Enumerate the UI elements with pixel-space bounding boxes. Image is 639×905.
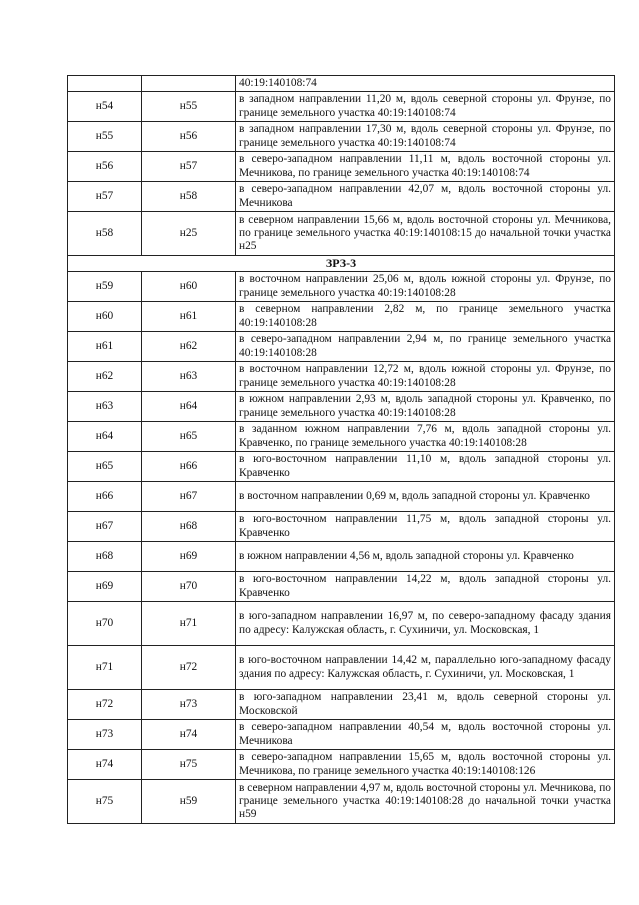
from-point-cell: н59: [68, 272, 142, 302]
from-point-cell: н63: [68, 392, 142, 422]
to-point-cell: н74: [142, 720, 236, 750]
description-cell: в северо-западном направлении 15,65 м, вдоль восточной стороны ул. Мечникова, по границе земельного участка 40:19:140108:126: [236, 750, 615, 780]
from-point-cell: [68, 76, 142, 92]
from-point-cell: н57: [68, 182, 142, 212]
table-row: [68, 750, 615, 780]
from-point-cell: н73: [68, 720, 142, 750]
from-point-cell: н71: [68, 646, 142, 690]
boundary-table: [67, 75, 615, 824]
from-point-cell: н58: [68, 212, 142, 256]
description-cell: в южном направлении 4,56 м, вдоль западной стороны ул. Кравченко: [236, 542, 615, 572]
description-cell: в западном направлении 11,20 м, вдоль северной стороны ул. Фрунзе, по границе земельного участка 40:19:140108:74: [236, 92, 615, 122]
from-point-cell: н61: [68, 332, 142, 362]
description-cell: в южном направлении 2,93 м, вдоль западной стороны ул. Кравченко, по границе земельного участка 40:19:140108:28: [236, 392, 615, 422]
table-row: [68, 92, 615, 122]
to-point-cell: н75: [142, 750, 236, 780]
to-point-cell: н66: [142, 452, 236, 482]
description-cell: в северном направлении 2,82 м, по границе земельного участка 40:19:140108:28: [236, 302, 615, 332]
section-title: ЗРЗ-3: [68, 256, 615, 272]
from-point-cell: н67: [68, 512, 142, 542]
description-cell: в восточном направлении 25,06 м, вдоль южной стороны ул. Фрунзе, по границе земельного участка 40:19:140108:28: [236, 272, 615, 302]
from-point-cell: н68: [68, 542, 142, 572]
to-point-cell: н60: [142, 272, 236, 302]
to-point-cell: н71: [142, 602, 236, 646]
description-cell: 40:19:140108:74: [236, 76, 615, 92]
description-cell: в северном направлении 15,66 м, вдоль восточной стороны ул. Мечникова, по границе земельного участка 40:19:140108:15 до начальной точки участка н25: [236, 212, 615, 256]
from-point-cell: н72: [68, 690, 142, 720]
from-point-cell: н69: [68, 572, 142, 602]
table-row: [68, 182, 615, 212]
from-point-cell: н62: [68, 362, 142, 392]
to-point-cell: н57: [142, 152, 236, 182]
from-point-cell: н65: [68, 452, 142, 482]
to-point-cell: н55: [142, 92, 236, 122]
section-header-row: [68, 256, 615, 272]
to-point-cell: н58: [142, 182, 236, 212]
table-row: [68, 482, 615, 512]
to-point-cell: н63: [142, 362, 236, 392]
to-point-cell: н73: [142, 690, 236, 720]
table-row: [68, 452, 615, 482]
from-point-cell: н74: [68, 750, 142, 780]
from-point-cell: н60: [68, 302, 142, 332]
to-point-cell: [142, 76, 236, 92]
to-point-cell: н56: [142, 122, 236, 152]
description-cell: в северо-западном направлении 11,11 м, вдоль восточной стороны ул. Мечникова, по границе земельного участка 40:19:140108:74: [236, 152, 615, 182]
from-point-cell: н56: [68, 152, 142, 182]
table-row: [68, 720, 615, 750]
from-point-cell: н55: [68, 122, 142, 152]
to-point-cell: н69: [142, 542, 236, 572]
description-cell: в северо-западном направлении 40,54 м, вдоль восточной стороны ул. Мечникова: [236, 720, 615, 750]
table-row: [68, 302, 615, 332]
from-point-cell: н64: [68, 422, 142, 452]
description-cell: в юго-восточном направлении 14,22 м, вдоль западной стороны ул. Кравченко: [236, 572, 615, 602]
description-cell: в заданном южном направлении 7,76 м, вдоль западной стороны ул. Кравченко, по границе земельного участка 40:19:140108:28: [236, 422, 615, 452]
description-cell: в северном направлении 4,97 м, вдоль восточной стороны ул. Мечникова, по границе земельного участка 40:19:140108:28 до начальной точки участка н59: [236, 780, 615, 824]
to-point-cell: н65: [142, 422, 236, 452]
table-row: [68, 272, 615, 302]
table-row: [68, 646, 615, 690]
from-point-cell: н66: [68, 482, 142, 512]
from-point-cell: н70: [68, 602, 142, 646]
table-row: [68, 152, 615, 182]
description-cell: в западном направлении 17,30 м, вдоль северной стороны ул. Фрунзе, по границе земельного участка 40:19:140108:74: [236, 122, 615, 152]
to-point-cell: н70: [142, 572, 236, 602]
description-cell: в юго-восточном направлении 14,42 м, параллельно юго-западному фасаду здания по адресу: Калужская область, г. Сухиничи, ул. Московская, 1: [236, 646, 615, 690]
table-row: [68, 392, 615, 422]
description-cell: в юго-западном направлении 23,41 м, вдоль северной стороны ул. Московской: [236, 690, 615, 720]
to-point-cell: н68: [142, 512, 236, 542]
table-row: [68, 572, 615, 602]
to-point-cell: н64: [142, 392, 236, 422]
to-point-cell: н67: [142, 482, 236, 512]
description-cell: в юго-восточном направлении 11,10 м, вдоль западной стороны ул. Кравченко: [236, 452, 615, 482]
table-row: [68, 512, 615, 542]
to-point-cell: н62: [142, 332, 236, 362]
description-cell: в юго-восточном направлении 11,75 м, вдоль западной стороны ул. Кравченко: [236, 512, 615, 542]
from-point-cell: н54: [68, 92, 142, 122]
table-row: [68, 122, 615, 152]
table-row: [68, 542, 615, 572]
to-point-cell: н25: [142, 212, 236, 256]
to-point-cell: н61: [142, 302, 236, 332]
table-row: [68, 212, 615, 256]
table-row: [68, 422, 615, 452]
table-row: [68, 780, 615, 824]
table-row: [68, 362, 615, 392]
description-cell: в северо-западном направлении 2,94 м, по границе земельного участка 40:19:140108:28: [236, 332, 615, 362]
table-row: [68, 332, 615, 362]
description-cell: в восточном направлении 0,69 м, вдоль западной стороны ул. Кравченко: [236, 482, 615, 512]
table-row: [68, 690, 615, 720]
from-point-cell: н75: [68, 780, 142, 824]
to-point-cell: н59: [142, 780, 236, 824]
to-point-cell: н72: [142, 646, 236, 690]
description-cell: в юго-западном направлении 16,97 м, по северо-западному фасаду здания по адресу: Калужская область, г. Сухиничи, ул. Московская, 1: [236, 602, 615, 646]
table-row: [68, 602, 615, 646]
description-cell: в восточном направлении 12,72 м, вдоль южной стороны ул. Фрунзе, по границе земельного участка 40:19:140108:28: [236, 362, 615, 392]
table-row: [68, 76, 615, 92]
description-cell: в северо-западном направлении 42,07 м, вдоль восточной стороны ул. Мечникова: [236, 182, 615, 212]
